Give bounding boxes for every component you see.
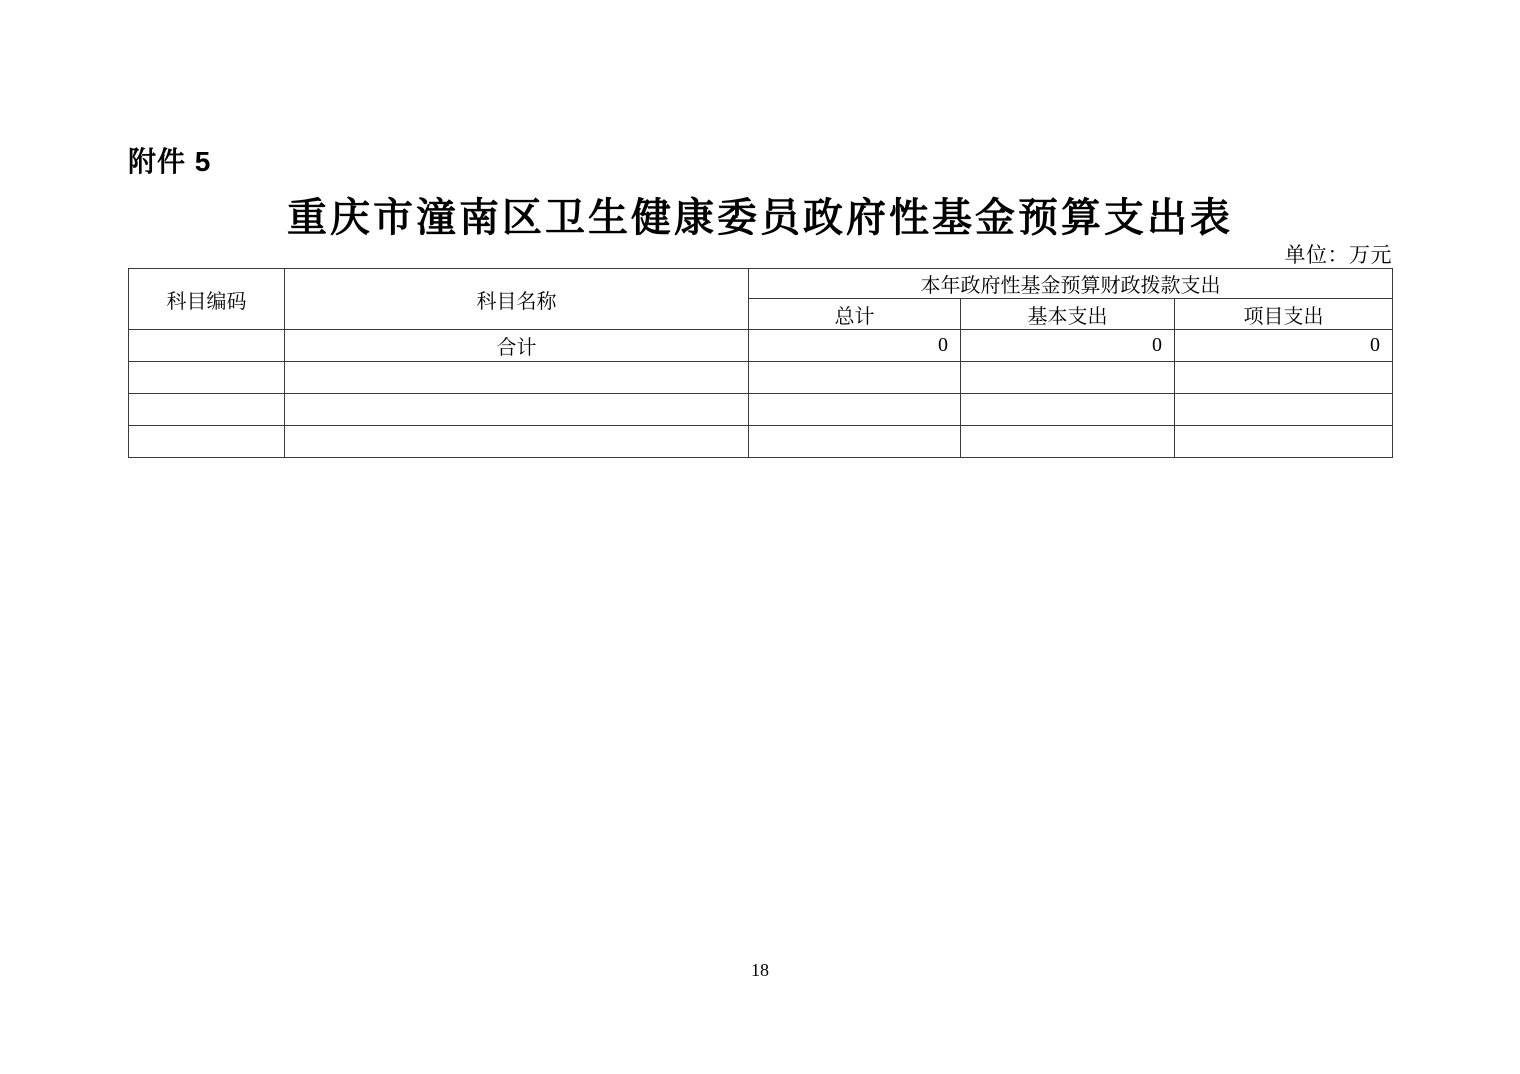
col-header-project-expenditure: 项目支出 <box>1175 299 1393 330</box>
table-row-total <box>129 330 1393 362</box>
table-header-row-1 <box>129 269 1393 299</box>
cell-basic-value <box>961 426 1175 458</box>
table-row <box>129 394 1393 426</box>
cell-project-value <box>1175 426 1393 458</box>
budget-table <box>128 268 1393 458</box>
cell-total-value <box>749 394 961 426</box>
cell-basic-value <box>961 394 1175 426</box>
cell-subject-name <box>285 362 749 394</box>
cell-subject-code <box>129 330 285 362</box>
cell-basic-value: 0 <box>961 330 1175 362</box>
table-row <box>129 362 1393 394</box>
cell-subject-code <box>129 426 285 458</box>
cell-subject-code <box>129 394 285 426</box>
col-header-subject-code: 科目编码 <box>129 269 285 330</box>
cell-subject-name: 合计 <box>285 330 749 362</box>
col-header-group-fund-expenditure: 本年政府性基金预算财政拨款支出 <box>749 269 1393 299</box>
col-header-total: 总计 <box>749 299 961 330</box>
cell-subject-code <box>129 362 285 394</box>
cell-project-value: 0 <box>1175 330 1393 362</box>
page-number: 18 <box>751 960 769 980</box>
table-row <box>129 426 1393 458</box>
cell-total-value <box>749 362 961 394</box>
cell-project-value <box>1175 362 1393 394</box>
col-header-basic-expenditure: 基本支出 <box>961 299 1175 330</box>
cell-subject-name <box>285 394 749 426</box>
cell-project-value <box>1175 394 1393 426</box>
cell-subject-name <box>285 426 749 458</box>
unit-note: 单位：万元 <box>1284 243 1392 267</box>
col-header-subject-name: 科目名称 <box>285 269 749 330</box>
page-title: 重庆市潼南区卫生健康委员政府性基金预算支出表 <box>287 195 1233 240</box>
cell-total-value: 0 <box>749 330 961 362</box>
cell-total-value <box>749 426 961 458</box>
attachment-label: 附件 5 <box>128 146 212 177</box>
cell-basic-value <box>961 362 1175 394</box>
